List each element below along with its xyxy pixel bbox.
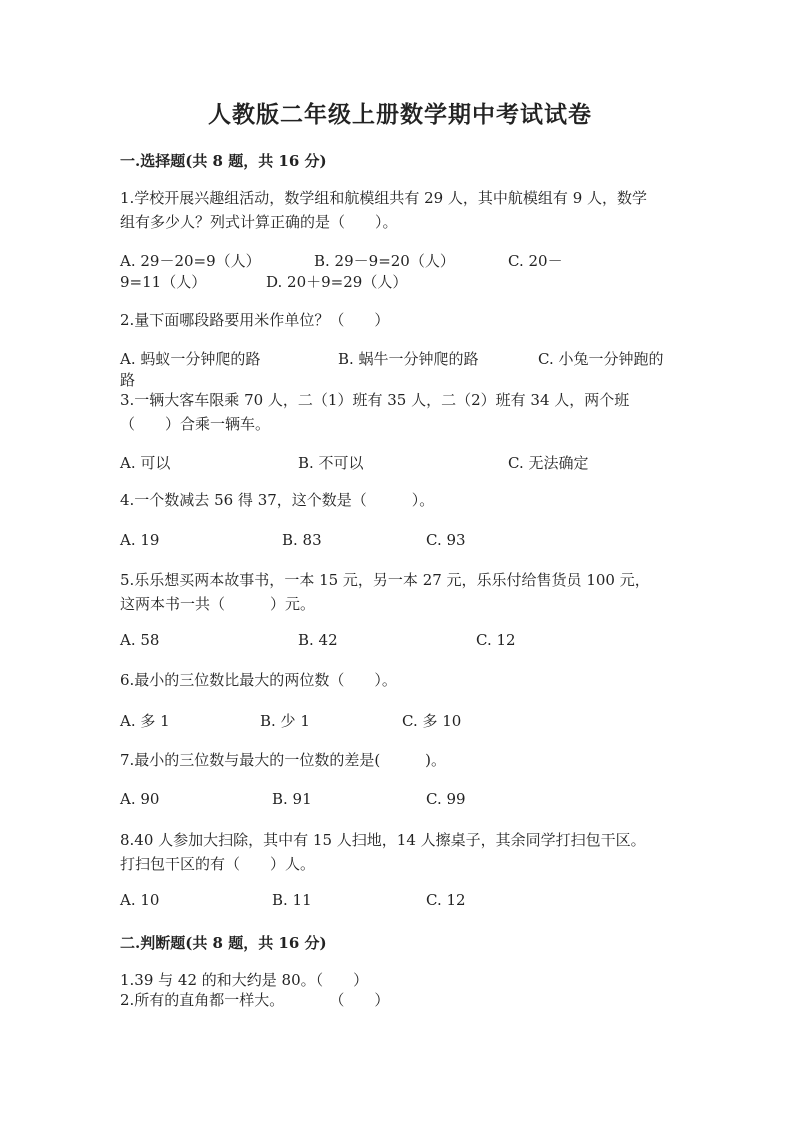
option: C. 99: [426, 790, 466, 808]
option: A. 58: [120, 631, 160, 649]
option: B. 蜗牛一分钟爬的路: [338, 350, 479, 368]
option: C. 12: [476, 631, 516, 649]
question-2: [120, 308, 680, 332]
question-text: 8.40 人参加大扫除，其中有 15 人扫地，14 人擦桌子，其余同学打扫包干区。: [120, 831, 646, 849]
option: 9=11（人）: [120, 273, 207, 291]
option: B. 不可以: [298, 454, 364, 472]
question-text: 1.学校开展兴趣组活动，数学组和航模组共有 29 人，其中航模组有 9 人，数学: [120, 189, 648, 207]
option: A. 可以: [120, 454, 171, 472]
page-title: 人教版二年级上册数学期中考试试卷: [208, 101, 592, 128]
question-text: 5.乐乐想买两本故事书，一本 15 元，另一本 27 元，乐乐付给售货员 100 元，: [120, 571, 650, 589]
option: B. 少 1: [260, 712, 310, 730]
question-text: 打扫包干区的有（ ）人。: [120, 855, 316, 873]
option: B. 42: [298, 631, 338, 649]
question-text: 3.一辆大客车限乘 70 人，二（1）班有 35 人，二（2）班有 34 人，两个班: [120, 391, 630, 409]
question-5: [120, 568, 680, 616]
option: A. 90: [120, 790, 160, 808]
question-text: （ ）合乘一辆车。: [120, 415, 271, 433]
question-text: 2.量下面哪段路要用米作单位？（ ）: [120, 311, 390, 329]
question-6: [120, 668, 680, 692]
option: A. 多 1: [120, 712, 170, 730]
option: C. 多 10: [402, 712, 462, 730]
question-7: [120, 748, 680, 772]
question-1: [120, 186, 680, 234]
section-heading-judge: 二.判断题(共 8 题，共 16 分): [120, 934, 327, 952]
judge-question-2: 2.所有的直角都一样大。 （ ）: [120, 991, 390, 1009]
option: C. 小兔一分钟跑的: [538, 350, 664, 368]
option: A. 19: [120, 531, 160, 549]
option: C. 无法确定: [508, 454, 589, 472]
option: A. 29－20=9（人）: [120, 252, 261, 270]
question-3: [120, 388, 680, 436]
judge-question-1: 1.39 与 42 的和大约是 80。（ ）: [120, 971, 369, 989]
question-text: 组有多少人？列式计算正确的是（ ）。: [120, 213, 398, 231]
option: C. 20－: [508, 252, 563, 270]
option: B. 83: [282, 531, 322, 549]
question-4: [120, 488, 680, 512]
option: A. 蚂蚁一分钟爬的路: [120, 350, 261, 368]
option: 路: [120, 371, 136, 389]
option: B. 91: [272, 790, 312, 808]
option: A. 10: [120, 891, 160, 909]
question-text: 4.一个数减去 56 得 37，这个数是（ ）。: [120, 491, 435, 509]
question-8: [120, 828, 680, 876]
question-text: 这两本书一共（ ）元。: [120, 595, 316, 613]
option: C. 93: [426, 531, 466, 549]
option: B. 29－9=20（人）: [314, 252, 455, 270]
question-text: 7.最小的三位数与最大的一位数的差是( )。: [120, 751, 447, 769]
option: C. 12: [426, 891, 466, 909]
question-text: 6.最小的三位数比最大的两位数（ ）。: [120, 671, 397, 689]
option: D. 20＋9=29（人）: [266, 273, 408, 291]
section-heading-choice: 一.选择题(共 8 题，共 16 分): [120, 152, 327, 170]
option: B. 11: [272, 891, 312, 909]
